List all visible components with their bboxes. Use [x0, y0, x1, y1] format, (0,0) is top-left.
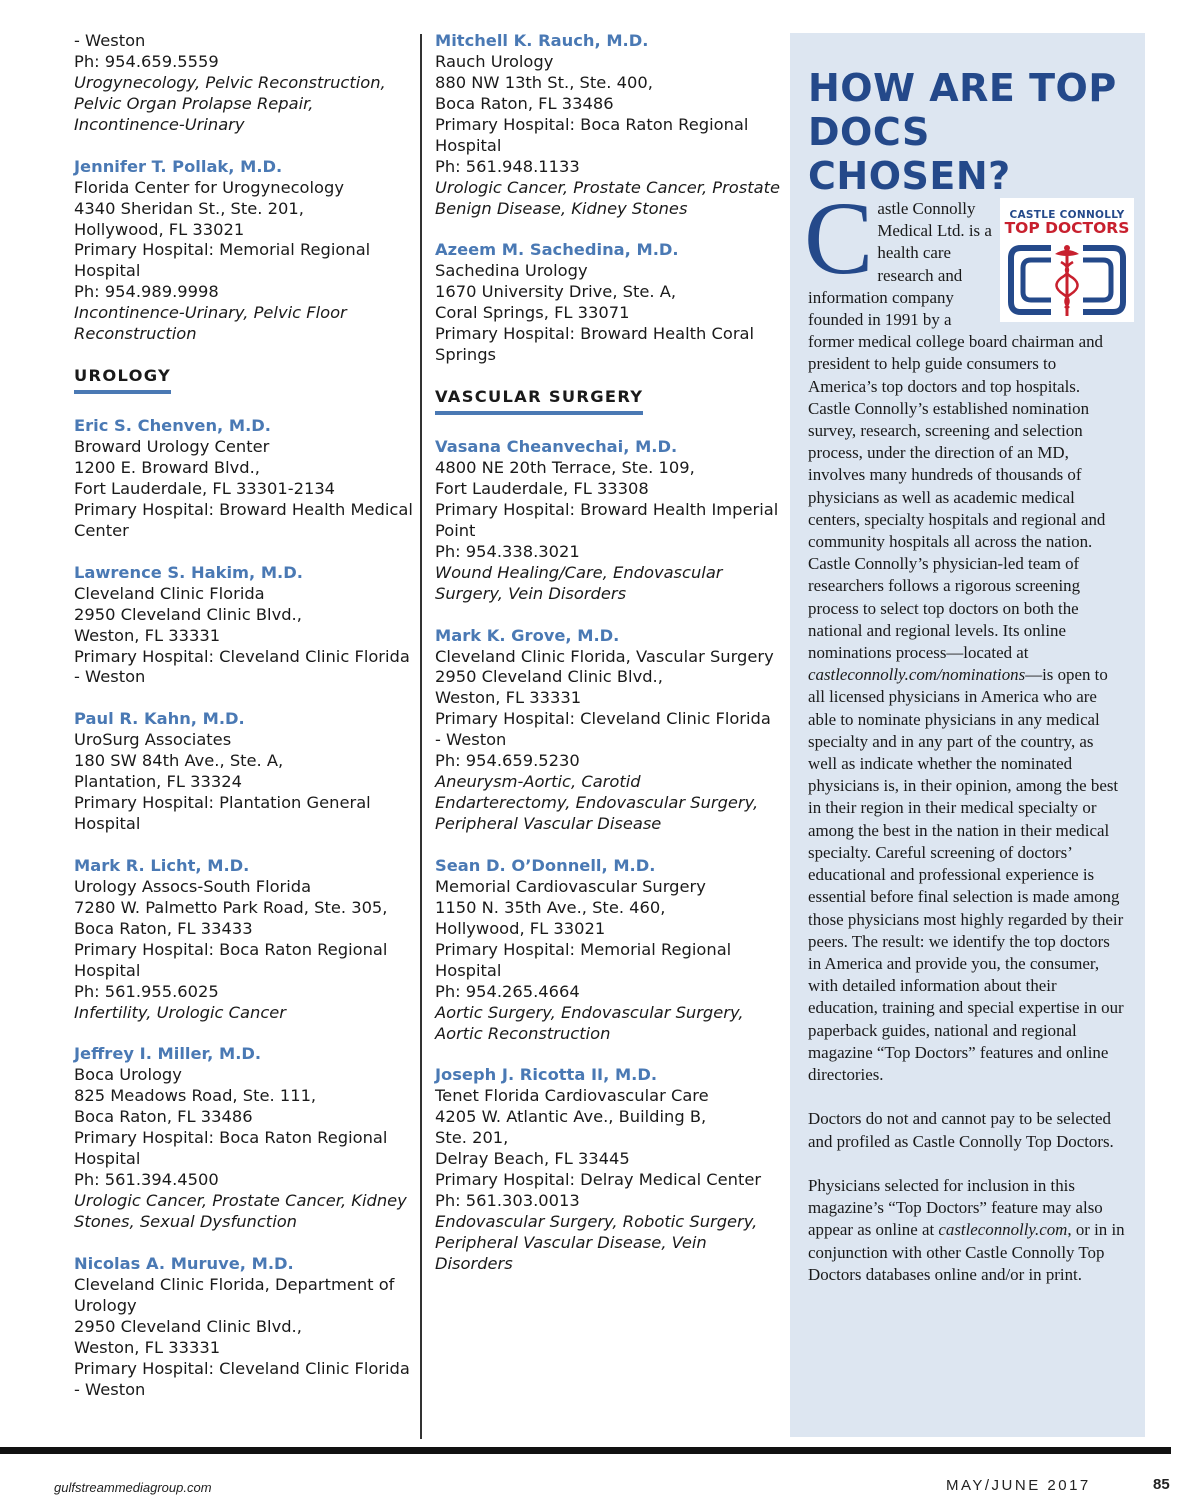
doctor-detail-line: Ste. 201,	[435, 1128, 509, 1148]
footer-rule	[0, 1447, 1171, 1454]
doctor-detail-line: Ph: 561.394.4500	[74, 1170, 219, 1190]
doctor-detail-line: Primary Hospital: Boca Raton Regional Hospital	[74, 939, 388, 980]
doctor-name: Joseph J. Ricotta II, M.D.	[435, 1065, 658, 1085]
sidebar-body	[804, 181, 1130, 1308]
sidebar-text-1b: —is open to all licensed physicians in America who are able to nominate physicians in any medical specialty and in any part of the country, as well as indicate whether the nominated physicians is, in their opinion, among the best in their region in their medical specialty or among the best in the nation in their medical specialty. Careful screening of doctors’ educational and professional experience is essential before final selection is made among those physicians most highly regarded by their peers. The result: we identify the top doctors in America and provide you, the consumer, with detailed information about their education, training and special expertise in our paperback guides, national and regional magazine “Top Doctors” features and online directories.	[808, 665, 1124, 1084]
doctor-specialty: Urologic Cancer, Prostate Cancer, Kidney Stones, Sexual Dysfunction	[74, 1191, 407, 1232]
listing-column-left	[74, 31, 414, 1421]
doctor-detail-line: Ph: 561.303.0013	[435, 1191, 580, 1211]
doctor-detail-line: Boca Raton, FL 33433	[74, 918, 253, 938]
doctor-entry	[435, 31, 780, 220]
doctor-entry	[435, 1065, 780, 1275]
doctor-detail-line: Ph: 561.955.6025	[74, 981, 219, 1001]
section-heading	[74, 366, 414, 394]
doctor-name: Sean D. O’Donnell, M.D.	[435, 855, 656, 875]
doctor-entry	[74, 416, 414, 542]
footer-website: gulfstreammediagroup.com	[54, 1480, 212, 1495]
doctor-detail-line: 180 SW 84th Ave., Ste. A,	[74, 751, 284, 771]
doctor-detail-line: Rauch Urology	[435, 51, 554, 71]
doctor-detail-line: 2950 Cleveland Clinic Blvd.,	[74, 604, 302, 624]
doctor-specialty: Urogynecology, Pelvic Reconstruction, Pelvic Organ Prolapse Repair, Incontinence-Urinary	[74, 72, 386, 134]
doctor-entry	[435, 856, 780, 1045]
doctor-detail-line: 7280 W. Palmetto Park Road, Ste. 305,	[74, 897, 388, 917]
doctor-detail-line: Plantation, FL 33324	[74, 772, 242, 792]
doctor-name: Mitchell K. Rauch, M.D.	[435, 31, 649, 50]
doctor-name: Paul R. Kahn, M.D.	[74, 709, 245, 729]
doctor-detail-line: Delray Beach, FL 33445	[435, 1149, 630, 1169]
doctor-entry	[74, 563, 414, 689]
doctor-specialty: Infertility, Urologic Cancer	[74, 1002, 286, 1022]
doctor-detail-line: Weston, FL 33331	[435, 688, 582, 708]
doctor-entry	[74, 157, 414, 346]
doctor-detail-line: Weston, FL 33331	[74, 1337, 221, 1357]
doctor-detail-line: Cleveland Clinic Florida, Vascular Surgery	[435, 646, 774, 666]
nominations-link: castleconnolly.com/nominations	[808, 665, 1026, 685]
doctor-detail-line: Weston, FL 33331	[74, 625, 221, 645]
sidebar-text-3a: Physicians selected for inclusion in this magazine’s “Top Doctors” feature may also appear as online at	[808, 1175, 1103, 1240]
doctor-entry	[74, 709, 414, 835]
sidebar-text-1a: astle Connolly Medical Ltd. is a health care research and information company founded in 1991 by a former medical college board chairman and president to help guide consumers to America’s top doctors and top hospitals. Castle Connolly’s established nomination survey, research, screening and selection process, under the direction of an MD, involves many hundreds of thousands of physicians as well as academic medical centers, specialty hospitals and regional and community hospitals all across the nation. Castle Connolly’s physician-led team of researchers follows a rigorous screening process to select top doctors on both the national and regional levels. Its online nominations process—located at	[808, 199, 1106, 663]
doctor-detail-line: - Weston	[74, 31, 146, 50]
doctor-detail-line: Fort Lauderdale, FL 33308	[435, 478, 649, 498]
logo-line-2: TOP DOCTORS	[1004, 219, 1130, 237]
doctor-detail-line: 2950 Cleveland Clinic Blvd.,	[435, 667, 663, 687]
doctor-detail-line: Primary Hospital: Boca Raton Regional Hospital	[435, 114, 749, 155]
listing-column-middle	[435, 31, 780, 1296]
doctor-detail-line: Primary Hospital: Cleveland Clinic Florida - Weston	[435, 709, 771, 750]
doctor-detail-line: Memorial Cardiovascular Surgery	[435, 876, 706, 896]
doctor-detail-line: Ph: 954.989.9998	[74, 282, 219, 302]
doctor-detail-line: Primary Hospital: Memorial Regional Hospital	[74, 240, 371, 281]
doctor-detail-line: Ph: 954.265.4664	[435, 981, 580, 1001]
doctor-detail-line: 2950 Cleveland Clinic Blvd.,	[74, 1316, 302, 1336]
doctor-detail-line: Primary Hospital: Cleveland Clinic Florida - Weston	[74, 646, 410, 687]
doctor-detail-line: Ph: 561.948.1133	[435, 156, 580, 176]
doctor-detail-line: 880 NW 13th St., Ste. 400,	[435, 72, 653, 92]
doctor-entry	[435, 240, 780, 366]
section-heading	[435, 387, 780, 415]
doctor-specialty: Urologic Cancer, Prostate Cancer, Prostate Benign Disease, Kidney Stones	[435, 177, 781, 218]
section-title: VASCULAR SURGERY	[435, 387, 644, 407]
doctor-detail-line: Hollywood, FL 33021	[74, 219, 245, 239]
doctor-name: Azeem M. Sachedina, M.D.	[435, 240, 679, 260]
sidebar-title: HOW ARE TOP DOCS CHOSEN?	[808, 66, 1117, 198]
website-link: castleconnolly.com	[938, 1220, 1068, 1240]
doctor-name: Lawrence S. Hakim, M.D.	[74, 562, 303, 582]
logo-line-1: CASTLE CONNOLLY	[1009, 209, 1125, 221]
doctor-detail-line: Primary Hospital: Broward Health Medical Center	[74, 499, 413, 540]
caduceus-logo-icon	[1007, 242, 1127, 318]
doctor-specialty: Incontinence-Urinary, Pelvic Floor Reconstruction	[74, 303, 347, 344]
doctor-specialty: Endovascular Surgery, Robotic Surgery, Peripheral Vascular Disease, Vein Disorders	[435, 1212, 758, 1274]
doctor-detail-line: Primary Hospital: Memorial Regional Hospital	[435, 939, 732, 980]
doctor-detail-line: Ph: 954.659.5230	[435, 751, 580, 771]
doctor-detail-line: Primary Hospital: Delray Medical Center	[435, 1170, 762, 1190]
doctor-name: Mark K. Grove, M.D.	[435, 625, 620, 645]
doctor-detail-line: Boca Raton, FL 33486	[435, 93, 614, 113]
doctor-detail-line: Sachedina Urology	[435, 261, 588, 281]
doctor-detail-line: Cleveland Clinic Florida, Department of Urology	[74, 1274, 395, 1315]
doctor-name: Eric S. Chenven, M.D.	[74, 416, 271, 436]
doctor-detail-line: Urology Assocs-South Florida	[74, 876, 312, 896]
doctor-detail-line: Coral Springs, FL 33071	[435, 303, 630, 323]
doctor-entry	[74, 31, 414, 136]
doctor-detail-line: Fort Lauderdale, FL 33301-2134	[74, 478, 336, 498]
doctor-entry	[74, 1254, 414, 1401]
doctor-specialty: Wound Healing/Care, Endovascular Surgery, Vein Disorders	[435, 562, 723, 603]
doctor-detail-line: Cleveland Clinic Florida	[74, 583, 265, 603]
doctor-detail-line: Ph: 954.659.5559	[74, 51, 219, 71]
sidebar-paragraph-2: Doctors do not and cannot pay to be selected and profiled as Castle Connolly Top Doctors.	[808, 1109, 1114, 1151]
doctor-name: Mark R. Licht, M.D.	[74, 855, 250, 875]
sidebar-paragraph-3	[808, 1175, 1126, 1286]
doctor-specialty: Aortic Surgery, Endovascular Surgery, Aortic Reconstruction	[435, 1002, 744, 1043]
doctor-detail-line: Primary Hospital: Broward Health Coral Springs	[435, 324, 755, 365]
column-divider	[420, 34, 422, 1439]
doctor-detail-line: 4340 Sheridan St., Ste. 201,	[74, 198, 304, 218]
doctor-detail-line: 4800 NE 20th Terrace, Ste. 109,	[435, 457, 695, 477]
doctor-name: Jeffrey I. Miller, M.D.	[74, 1044, 262, 1064]
doctor-detail-line: 1200 E. Broward Blvd.,	[74, 457, 260, 477]
section-underline	[435, 411, 643, 415]
doctor-detail-line: Florida Center for Urogynecology	[74, 177, 344, 197]
doctor-detail-line: Broward Urology Center	[74, 437, 270, 457]
doctor-detail-line: Hollywood, FL 33021	[435, 918, 606, 938]
doctor-entry	[74, 1044, 414, 1233]
doctor-specialty: Aneurysm-Aortic, Carotid Endarterectomy, Endovascular Surgery, Peripheral Vascular Disease	[435, 772, 759, 834]
footer-issue-date: MAY/JUNE 2017	[946, 1477, 1091, 1494]
drop-cap: C	[804, 181, 874, 296]
sidebar-paragraph-1	[804, 181, 1130, 1086]
doctor-detail-line: Primary Hospital: Boca Raton Regional Hospital	[74, 1128, 388, 1169]
doctor-detail-line: UroSurg Associates	[74, 730, 232, 750]
doctor-detail-line: Primary Hospital: Plantation General Hospital	[74, 793, 371, 834]
doctor-entry	[435, 626, 780, 836]
doctor-entry	[74, 856, 414, 1024]
doctor-detail-line: 825 Meadows Road, Ste. 111,	[74, 1086, 317, 1106]
section-underline	[74, 390, 171, 394]
doctor-detail-line: 4205 W. Atlantic Ave., Building B,	[435, 1107, 707, 1127]
castle-connolly-logo	[1000, 198, 1134, 322]
doctor-detail-line: Primary Hospital: Broward Health Imperial Point	[435, 499, 779, 540]
doctor-detail-line: Boca Urology	[74, 1065, 182, 1085]
doctor-detail-line: 1670 University Drive, Ste. A,	[435, 282, 677, 302]
doctor-name: Nicolas A. Muruve, M.D.	[74, 1253, 294, 1273]
page-number: 85	[1153, 1476, 1170, 1493]
doctor-entry	[435, 437, 780, 605]
doctor-detail-line: Primary Hospital: Cleveland Clinic Florida - Weston	[74, 1358, 410, 1399]
doctor-detail-line: Ph: 954.338.3021	[435, 541, 580, 561]
sidebar-text-3b: , or in in conjunction with other Castle Connolly Top Doctors databases online and/or in print.	[808, 1220, 1125, 1284]
doctor-name: Jennifer T. Pollak, M.D.	[74, 156, 283, 176]
doctor-detail-line: Boca Raton, FL 33486	[74, 1107, 253, 1127]
doctor-detail-line: Tenet Florida Cardiovascular Care	[435, 1086, 709, 1106]
doctor-detail-line: 1150 N. 35th Ave., Ste. 460,	[435, 897, 666, 917]
section-title: UROLOGY	[74, 366, 172, 386]
doctor-name: Vasana Cheanvechai, M.D.	[435, 437, 678, 457]
